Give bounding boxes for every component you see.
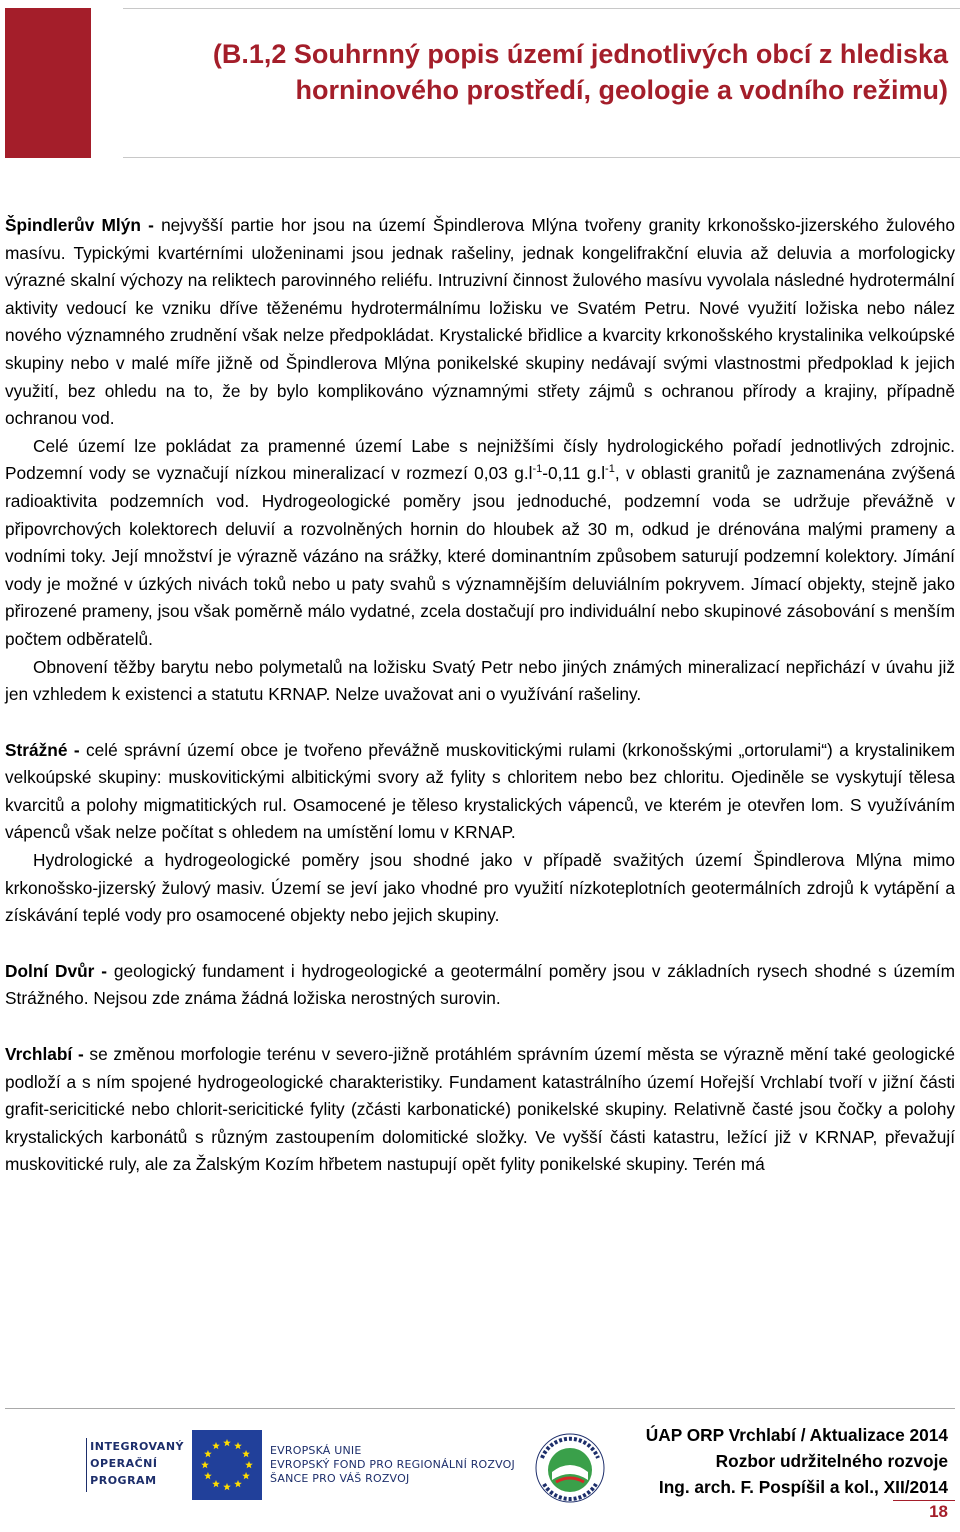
footer-project-title: ÚAP ORP Vrchlabí / Aktualizace 2014: [645, 1425, 948, 1445]
document-body: [5, 212, 955, 1179]
section-vrchlabi-text-1: se změnou morfologie terénu v severo-jižně protáhlém správním území města se výrazně mění také geologické podloží a s ním spojené hydrogeologické charakteristiky. Fundament katastrálního území Hořejší Vrchlabí tvoří v jižní části grafit-sericitické nebo chlorit-sericitické fylity (zčásti karbonatické) ponikelské skupiny. Relativně časté jsou čočky a polohy krystalických karbonátů s různým zastoupením dolomitické složky. Ve vyšší části katastru, ležící již v KRNAP, převažují muskovitické ruly, ale za Žalským Kozím hřbetem nastupují opět fylity ponikelské skupiny. Terén má: [5, 1044, 955, 1175]
section-spindl-paragraph-1: [5, 212, 955, 433]
section-spindl-text-1: nejvyšší partie hor jsou na území Špindlerova Mlýna tvořeny granity krkonošsko-jizerského žulového masívu. Typickými kvartérními uloženinami jsou jednak rašeliny, jednak kongelifrakční eluvia až deluvia a morfologicky výrazné skalní výchozy na reliktech parovinného reliéfu. Intruzivní činnost žulového masívu vyvolala následné hydrotermální aktivity vedoucí ke vzniku dříve těženému hydrotermálnímu ložisku ve Svatém Petru. Nové využití ložiska nebo nález nového významného zrudnění však nelze předpokládat. Krystalické břidlice a kvarcity krkonošského krystalinika velkoúpské skupiny nebo v malé míře jižně od Špindlerova Mlýna ponikelské skupiny nedávají svými vlastnostmi předpoklad k jejich využití, bez ohledu na to, že by bylo komplikováno významnými střety zájmů s ochranou přírody a krajiny, případně ochranou vod.: [5, 215, 955, 429]
page-title-line-2: horninového prostředí, geologie a vodního režimu): [295, 75, 948, 105]
section-spindl-paragraph-3: Obnovení těžby barytu nebo polymetalů na ložisku Svatý Petr nebo jiných známých mineralizací nepřichází v úvahu již jen vzhledem k existenci a statutu KRNAP. Nelze uvažovat ani o využívání rašeliny.: [5, 656, 955, 705]
section-spindl-text-2c: , v oblasti granitů je zaznamenána zvýšená radioaktivita podzemních vod. Hydrogeologické poměry jsou jednoduché, podzemní voda se udržuje převážně v připovrchových kolektorech deluvií a rozvolněných hornin do hloubek až 30 m, odkud je drénována malými prameny a vodními toky. Její množství je výrazně vázáno na srážky, které dominantním způsobem saturují podzemní kolektory. Jímání vody je možné v úzkých nivách toků nebo u paty svahů s významnějším deluviálním pokryvem. Jímací objekty, stejně jako přirozené prameny, jsou však poměrně málo vydatné, zcela dostačují pro individuální nebo skupinové zásobování s menším počtem odběratelů.: [5, 463, 955, 649]
section-dolni-paragraph-1: [5, 958, 955, 1013]
iop-logo-text: [90, 1438, 184, 1492]
section-strazne-paragraph-1: [5, 737, 955, 847]
header-accent-bar: [5, 8, 91, 158]
section-spindl-paragraph-2: [5, 433, 955, 654]
eu-flag-icon: [192, 1430, 262, 1500]
eu-logo-text: [270, 1444, 515, 1486]
iop-logo-line-2: OPERAČNÍ: [90, 1457, 158, 1470]
page-title-line-1: (B.1,2 Souhrnný popis území jednotlivých obcí z hlediska: [212, 39, 948, 69]
ministry-regional-development-logo: [530, 1428, 610, 1508]
section-spindl-text-2b: -0,11 g.l: [542, 463, 606, 484]
page-number: 18: [929, 1502, 948, 1521]
superscript: -1: [605, 463, 615, 476]
section-strazne-text-1: celé správní území obce je tvořeno převážně muskovitickými rulami (krkonošskými „ortorulami“) a krystalinikem velkoúpské skupiny: muskovitickými albitickými svory až fylity s chloritem nebo bez chloritu. Ojediněle se vyskytují tělesa kvarcitů a polohy migmatitických rul. Osamocené je těleso krystalických vápenců, ve kterém je otevřen lom. S využíváním vápenců však nelze počítat s ohledem na umístění lomu v KRNAP.: [5, 739, 956, 843]
section-strazne-name: Strážné -: [5, 739, 80, 760]
section-vrchlabi-paragraph-1: [5, 1041, 955, 1179]
section-dolni-name: Dolní Dvůr -: [5, 960, 108, 981]
section-dolni-text-1: geologický fundament i hydrogeologické a geotermální poměry jsou v základních rysech shodné s územím Strážného. Nejsou zde známa žádná ložiska nerostných surovin.: [5, 960, 955, 1009]
eu-text-line-3: ŠANCE PRO VÁŠ ROZVOJ: [270, 1472, 410, 1485]
iop-logo-line-1: INTEGROVANÝ: [90, 1440, 184, 1453]
eu-text-line-1: EVROPSKÁ UNIE: [270, 1444, 362, 1457]
eu-text-line-2: EVROPSKÝ FOND PRO REGIONÁLNÍ ROZVOJ: [270, 1458, 515, 1471]
header-top-divider: [123, 8, 960, 9]
spacer: [5, 709, 955, 737]
page-number-divider: [893, 1500, 955, 1501]
footer-document-title: Rozbor udržitelného rozvoje: [715, 1451, 948, 1471]
footer-divider: [5, 1408, 955, 1409]
section-spindl-name: Špindlerův Mlýn -: [5, 215, 154, 235]
footer-author: Ing. arch. F. Pospíšil a kol., XII/2014: [658, 1477, 948, 1497]
spacer: [5, 930, 955, 958]
iop-logo: [86, 1438, 184, 1492]
section-vrchlabi-name: Vrchlabí -: [5, 1044, 84, 1065]
spacer: [5, 1013, 955, 1041]
section-spindl-text-2a: Celé území lze pokládat za pramenné území Labe s nejnižšími čísly hydrologického pořadí jednotlivých zdrojnic. Podzemní vody se vyznačují nízkou mineralizací v rozmezí 0,03 g.l: [5, 435, 955, 484]
header-bottom-divider: [123, 157, 960, 158]
page-title: [128, 36, 948, 108]
superscript: -1: [532, 463, 543, 476]
footer-info: [646, 1422, 948, 1500]
iop-logo-line-3: PROGRAM: [90, 1474, 157, 1487]
section-strazne-paragraph-2: Hydrologické a hydrogeologické poměry jsou shodné jako v případě svažitých území Špindlerova Mlýna mimo krkonošsko-jizerský žulový masiv. Území se jeví jako vhodné pro využití nízkoteplotních geotermálních zdrojů k vytápění a získávání teplé vody pro osamocené objekty nebo jejich skupiny.: [5, 850, 955, 926]
